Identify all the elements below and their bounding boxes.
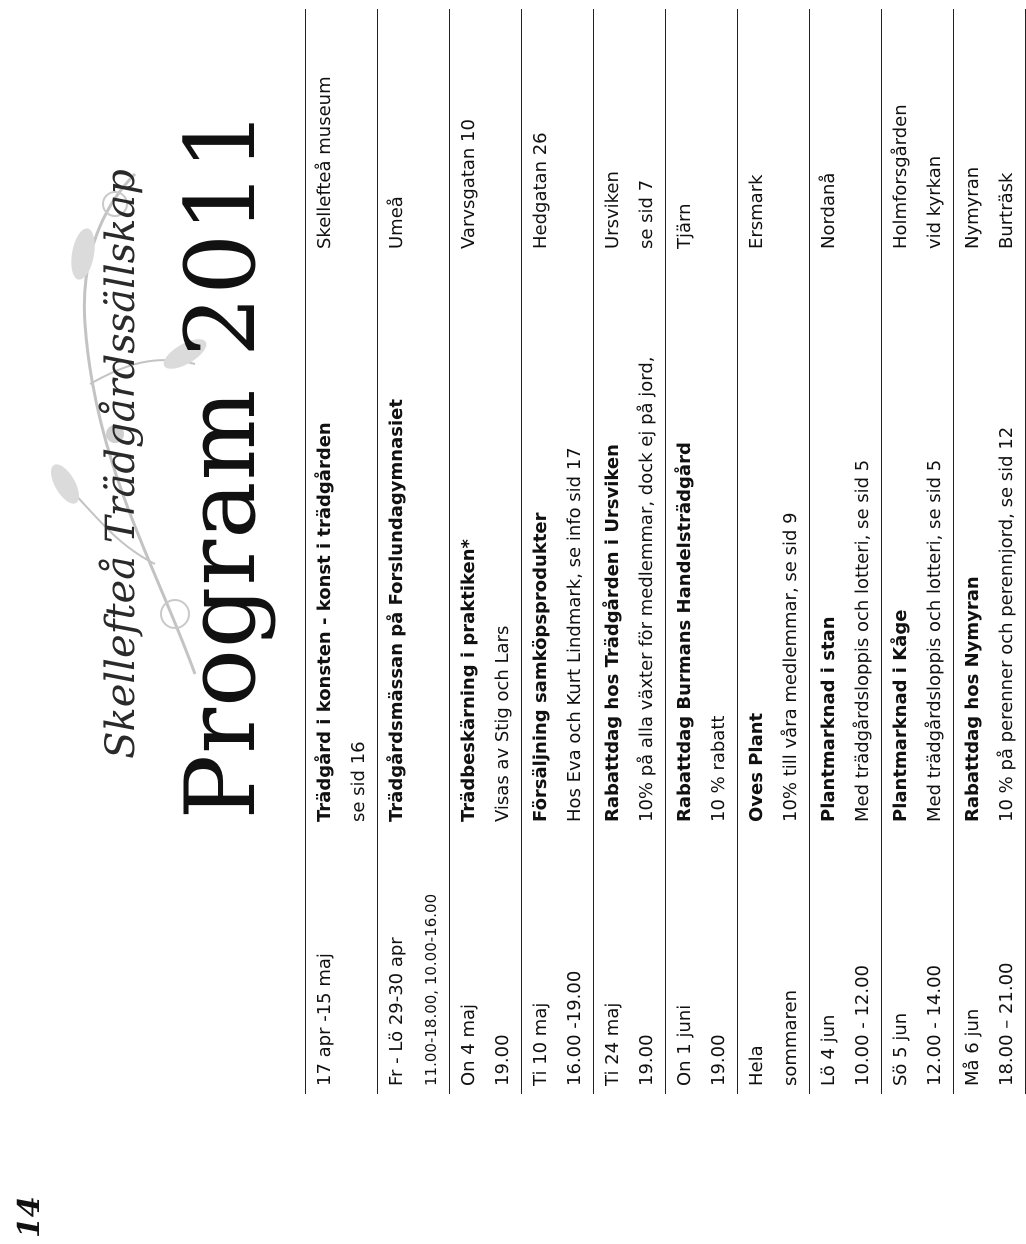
place-cell xyxy=(378,9,449,249)
date-cell xyxy=(810,822,881,1094)
event-cell-line: Visas av Stig och Lars xyxy=(492,625,513,822)
event-cell xyxy=(666,249,737,822)
date-cell-line xyxy=(342,826,376,1086)
event-cell-line: 10 % rabatt xyxy=(708,715,729,822)
page-number: 14 xyxy=(12,1196,47,1238)
event-cell xyxy=(450,249,521,822)
date-cell xyxy=(882,822,953,1094)
event-cell-line: Med trädgårdsloppis och lotteri, se sid 5 xyxy=(852,459,873,822)
event-cell xyxy=(810,249,881,822)
date-cell xyxy=(954,822,1025,1094)
place-cell xyxy=(522,9,593,249)
date-cell xyxy=(738,822,809,1094)
table-row xyxy=(305,9,378,1094)
date-cell-line: sommaren xyxy=(780,990,801,1086)
table-row xyxy=(378,9,450,1094)
date-cell xyxy=(666,822,737,1094)
place-cell-line xyxy=(342,13,376,249)
date-cell xyxy=(594,822,665,1094)
event-cell xyxy=(378,249,449,822)
event-cell xyxy=(882,249,953,822)
date-cell-line: Sö 5 jun xyxy=(890,1012,911,1086)
event-cell-line: Plantmarknad i stan xyxy=(818,616,839,822)
place-cell-line: Hedgatan 26 xyxy=(530,132,551,249)
event-cell-line: Oves Plant xyxy=(746,712,767,822)
event-cell xyxy=(594,249,665,822)
date-cell xyxy=(378,822,449,1094)
table-row xyxy=(450,9,522,1094)
event-cell-line: Rabattdag hos Trädgården i Ursviken xyxy=(602,444,623,822)
place-cell-line: Ursviken xyxy=(602,171,623,249)
event-cell xyxy=(738,249,809,822)
page-title: Program 2011 xyxy=(165,108,277,820)
event-cell-line: Trädbeskärning i praktiken* xyxy=(458,539,479,822)
event-cell-line: Trädgård i konsten - konst i trädgården xyxy=(314,422,335,822)
table-row xyxy=(738,9,810,1094)
place-cell-line: se sid 7 xyxy=(636,179,657,249)
place-cell-line xyxy=(414,13,448,249)
place-cell-line xyxy=(486,13,520,249)
date-cell-line: Fr - Lö 29-30 apr xyxy=(386,937,407,1086)
date-cell-line: Ti 10 maj xyxy=(530,1002,551,1086)
event-cell-line: se sid 16 xyxy=(348,741,369,822)
event-cell-line: Plantmarknad i Kåge xyxy=(890,609,911,822)
date-cell-line: 16.00 -19.00 xyxy=(564,970,585,1086)
date-cell xyxy=(306,822,377,1094)
event-cell-line: Med trädgårdsloppis och lotteri, se sid 5 xyxy=(924,459,945,822)
event-cell xyxy=(522,249,593,822)
place-cell-line: Burträsk xyxy=(996,172,1017,249)
place-cell-line: Nordanå xyxy=(818,172,839,249)
table-row xyxy=(522,9,594,1094)
place-cell-line: Nymyran xyxy=(962,166,983,249)
date-cell-line: 18.00 – 21.00 xyxy=(996,962,1017,1086)
event-cell-line: Rabattdag hos Nymyran xyxy=(962,576,983,822)
event-cell-line: 10 % på perenner och perennjord, se sid 12 xyxy=(996,426,1017,822)
place-cell xyxy=(306,9,377,249)
place-cell-line: Tjärn xyxy=(674,203,695,249)
place-cell-line: Ersmark xyxy=(746,174,767,249)
date-cell-line: On 4 maj xyxy=(458,1003,479,1086)
place-cell xyxy=(738,9,809,249)
date-cell-line: 19.00 xyxy=(636,1034,657,1086)
table-row xyxy=(954,9,1026,1094)
table-row xyxy=(666,9,738,1094)
date-cell-line: 10.00 - 12.00 xyxy=(852,965,873,1086)
date-cell-line: Må 6 jun xyxy=(962,1008,983,1086)
date-cell-line: 12.00 - 14.00 xyxy=(924,965,945,1086)
society-name: Skellefteå Trädgårdssällskap xyxy=(98,169,144,759)
date-cell-line: 19.00 xyxy=(708,1034,729,1086)
place-cell-line xyxy=(774,13,808,249)
event-cell-line: Rabattdag Burmans Handelsträdgård xyxy=(674,442,695,822)
date-cell-line: Lö 4 jun xyxy=(818,1014,839,1086)
place-cell-line xyxy=(702,13,736,249)
event-cell-line: Hos Eva och Kurt Lindmark, se info sid 17 xyxy=(564,447,585,822)
date-cell-line: 19.00 xyxy=(492,1034,513,1086)
date-cell-line: 17 apr -15 maj xyxy=(314,953,335,1086)
place-cell xyxy=(666,9,737,249)
date-cell-line: On 1 juni xyxy=(674,1004,695,1086)
event-cell-line: Försäljning samköpsprodukter xyxy=(530,512,551,822)
place-cell-line: Varvsgatan 10 xyxy=(458,119,479,249)
place-cell-line xyxy=(846,13,880,249)
date-cell-line: 11.00-18.00, 10.00-16.00 xyxy=(422,893,440,1086)
date-cell-line: Hela xyxy=(746,1045,767,1086)
table-row xyxy=(594,9,666,1094)
date-cell xyxy=(522,822,593,1094)
place-cell-line xyxy=(558,13,592,249)
event-cell xyxy=(306,249,377,822)
event-cell xyxy=(954,249,1025,822)
event-cell-line: 10% på alla växter för medlemmar, dock ej på jord, xyxy=(636,356,657,822)
place-cell xyxy=(954,9,1025,249)
date-cell-line: Ti 24 maj xyxy=(602,1002,623,1086)
place-cell-line: vid kyrkan xyxy=(924,155,945,249)
program-table xyxy=(305,9,1026,1094)
table-row xyxy=(882,9,954,1094)
place-cell xyxy=(882,9,953,249)
place-cell xyxy=(810,9,881,249)
event-cell-line xyxy=(414,253,448,822)
table-row xyxy=(810,9,882,1094)
place-cell-line: Holmforsgården xyxy=(890,104,911,249)
place-cell xyxy=(594,9,665,249)
date-cell xyxy=(450,822,521,1094)
place-cell-line: Skellefteå museum xyxy=(314,76,335,249)
place-cell xyxy=(450,9,521,249)
event-cell-line: 10% till våra medlemmar, se sid 9 xyxy=(780,512,801,822)
place-cell-line: Umeå xyxy=(386,196,407,249)
event-cell-line: Trädgårdsmässan på Forslundagymnasiet xyxy=(386,399,407,822)
